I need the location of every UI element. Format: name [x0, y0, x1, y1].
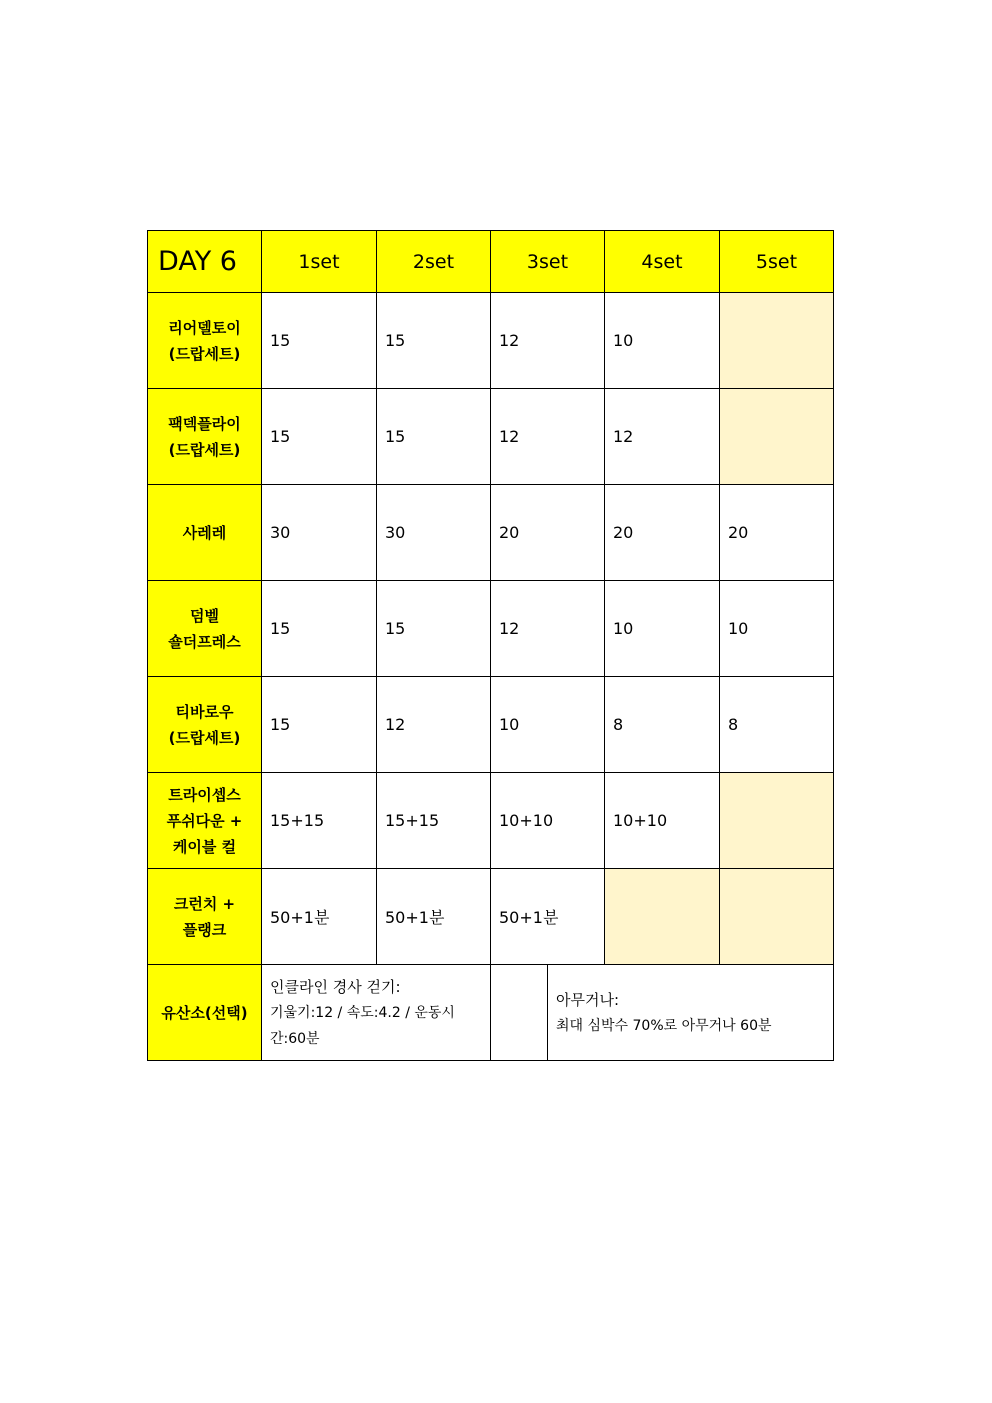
cardio-label: 유산소(선택)	[148, 965, 262, 1061]
exercise-name	[148, 773, 262, 869]
exercise-name-line: 플랭크	[182, 920, 227, 939]
exercise-name	[148, 677, 262, 773]
exercise-name-line: 숄더프레스	[168, 632, 241, 651]
rep-cell: 10	[605, 293, 720, 389]
header-row	[148, 231, 834, 293]
day-title: DAY 6	[148, 231, 262, 293]
rep-cell: 30	[262, 485, 377, 581]
rep-cell: 15+15	[262, 773, 377, 869]
rep-cell: 15	[262, 581, 377, 677]
set-header-2: 2set	[377, 231, 491, 293]
rep-cell: 15	[377, 293, 491, 389]
exercise-row	[148, 485, 834, 581]
exercise-name-line: 티바로우	[175, 702, 234, 721]
exercise-name	[148, 293, 262, 389]
rep-cell: 12	[605, 389, 720, 485]
rep-cell: 15+15	[377, 773, 491, 869]
exercise-name	[148, 869, 262, 965]
exercise-name-line: 팩덱플라이	[168, 414, 241, 433]
cardio-option-2-detail: 최대 심박수 70%로 아무거나 60분	[556, 1017, 772, 1034]
exercise-name-line: 리어델토이	[168, 318, 241, 337]
exercise-name-line: 푸쉬다운 +	[166, 811, 243, 830]
rep-cell: 15	[377, 581, 491, 677]
exercise-row	[148, 773, 834, 869]
exercise-row	[148, 677, 834, 773]
rep-cell: 10	[605, 581, 720, 677]
rep-cell: 12	[491, 581, 605, 677]
cardio-option-1-title: 인클라인 경사 걷기:	[270, 977, 401, 996]
rep-cell: 12	[491, 293, 605, 389]
rep-cell: 20	[605, 485, 720, 581]
exercise-name-line: 사레레	[182, 523, 227, 542]
rep-cell: 50+1분	[377, 869, 491, 965]
workout-table	[147, 230, 834, 1061]
rep-cell: 8	[605, 677, 720, 773]
empty-cell	[720, 773, 834, 869]
rep-cell: 50+1분	[262, 869, 377, 965]
exercise-name-line: (드랍세트)	[168, 440, 241, 459]
exercise-name-line: 트라이셉스	[168, 785, 241, 804]
cardio-option-2	[547, 965, 833, 1060]
empty-cell	[605, 869, 720, 965]
set-header-1: 1set	[262, 231, 377, 293]
exercise-name-line: (드랍세트)	[168, 344, 241, 363]
rep-cell: 15	[377, 389, 491, 485]
rep-cell: 15	[262, 389, 377, 485]
empty-cell	[720, 869, 834, 965]
empty-cell	[720, 389, 834, 485]
set-header-5: 5set	[720, 231, 834, 293]
set-header-4: 4set	[605, 231, 720, 293]
cardio-row	[148, 965, 834, 1061]
rep-cell: 30	[377, 485, 491, 581]
rep-cell: 15	[262, 677, 377, 773]
rep-cell: 10	[720, 581, 834, 677]
exercise-name	[148, 581, 262, 677]
cardio-option-2-title: 아무거나:	[556, 990, 620, 1009]
exercise-name-line: 덤벨	[190, 606, 219, 625]
exercise-name-line: 크런치 +	[173, 894, 236, 913]
rep-cell: 10+10	[491, 773, 605, 869]
exercise-name-line: 케이블 컬	[172, 837, 237, 856]
rep-cell: 12	[491, 389, 605, 485]
set-header-3: 3set	[491, 231, 605, 293]
rep-cell: 8	[720, 677, 834, 773]
exercise-row	[148, 581, 834, 677]
cardio-option-1-detail: 기울기:12 / 속도:4.2 / 운동시간:60분	[270, 1004, 455, 1047]
exercise-name-line: (드랍세트)	[168, 728, 241, 747]
rep-cell: 12	[377, 677, 491, 773]
rep-cell: 50+1분	[491, 869, 605, 965]
rep-cell: 10+10	[605, 773, 720, 869]
cardio-option-1	[262, 965, 491, 1061]
rep-cell: 15	[262, 293, 377, 389]
exercise-row	[148, 293, 834, 389]
exercise-name	[148, 485, 262, 581]
empty-cell	[720, 293, 834, 389]
exercise-row	[148, 869, 834, 965]
exercise-row	[148, 389, 834, 485]
rep-cell: 20	[491, 485, 605, 581]
rep-cell: 10	[491, 677, 605, 773]
cardio-option-2-wrapper	[491, 965, 834, 1061]
exercise-name	[148, 389, 262, 485]
rep-cell: 20	[720, 485, 834, 581]
